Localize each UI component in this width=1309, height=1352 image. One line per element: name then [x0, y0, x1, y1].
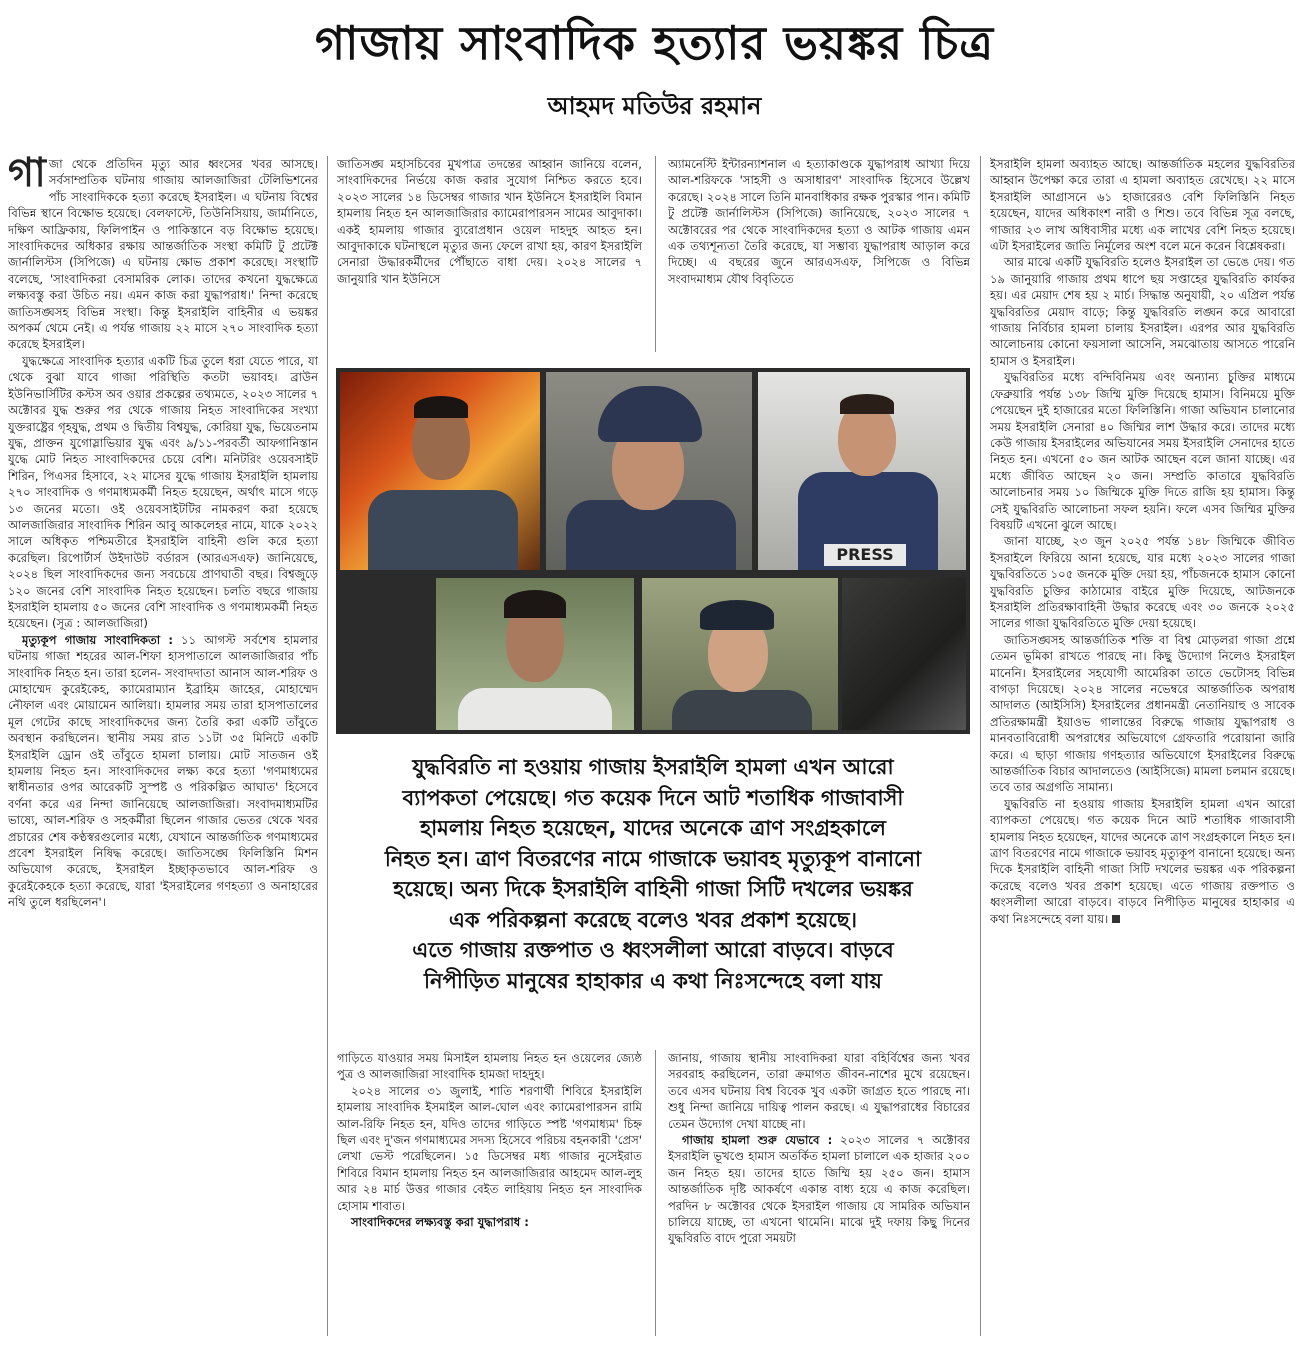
pull-quote — [336, 752, 970, 1030]
paragraph: জানা যাচ্ছে, ২৩ জুন ২০২৫ পর্যন্ত ১৪৮ জিম্মিকে জীবিত ইসরাইলে ফিরিয়ে আনা হয়েছে, যার মধ্যে ২০২৩ সালের গাজা যুদ্ধবিরতিতে ১০৫ জনকে মুক্তি দেয়া হয়, পাঁচজনকে হামাস কোনো যুদ্ধবিরতি চুক্তির কাঠামোর বাইরে মুক্তি দিয়েছে, আটজনকে ইসরাইলি প্রতিরক্ষাবাহিনী উদ্ধার করেছে এবং ৩০ জনকে ২০২৫ সালের গাজা যুদ্ধবিরতিতে মুক্তি দেয়া হয়েছে। — [990, 534, 1295, 631]
article-column-2-top — [337, 156, 642, 352]
journalist-photo-5 — [642, 578, 838, 730]
column-rule-4 — [655, 1050, 656, 1336]
paragraph: ইসরাইলি হামলা অব্যাহত আছে। আন্তর্জাতিক মহলের যুদ্ধবিরতির আহ্বান উপেক্ষা করে তারা এ হামলা অব্যাহত রেখেছে। ২২ মাসে ইসরাইলি আগ্রাসনে ৬১ হাজারেরও বেশি ফিলিস্তিনি নিহত হয়েছেন, যাদের অধিকাংশ নারী ও শিশু। তবে বিভিন্ন সূত্র বলছে, গাজার ২৩ লাখ অধিবাসীর মধ্যে এক লাখের বেশি নিহত হয়েছে। এটা ইসরাইলের জাতি নির্মূলের অংশ বলে মনে করেন বিশ্লেষকরা। — [990, 157, 1295, 254]
pull-quote-line: যুদ্ধবিরতি না হওয়ায় গাজায় ইসরাইলি হামলা এখন আরো — [412, 755, 894, 779]
pull-quote-line: এক পরিকল্পনা করেছে বলেও খবর প্রকাশ হয়েছে। — [448, 907, 858, 932]
pull-quote-line: নিপীড়িত মানুষের হাহাকার এ কথা নিঃসন্দেহে বলা যায় — [424, 968, 882, 993]
photo-collage — [336, 368, 970, 734]
drop-cap: গা — [8, 156, 46, 196]
journalist-photo-1 — [340, 372, 540, 570]
article-column-2-bottom — [337, 1050, 642, 1336]
pull-quote-line: নিহত হন। ত্রাণ বিতরণের নামে গাজাকে ভয়াবহ মৃত্যুকূপ বানানো — [384, 846, 922, 871]
paragraph: যুদ্ধবিরতির মধ্যে বন্দিবিনিময় এবং অন্যান্য চুক্তির মাধ্যমে ফেব্রুয়ারি পর্যন্ত ১৩৮ জিম্মি মুক্তি দিয়েছে হামাস। বিনিময়ে মুক্তি পেয়েছেন দুই হাজারের মতো ফিলিস্তিনি। গাজা অভিযান চালানোর সময় ইসরাইলি সেনারা ৪০ জিম্মির লাশ উদ্ধার করে। তাদের মধ্যে কেউ গাজায় ইসরাইলের অভিযানের সময় ইসরাইলি সেনাদের হাতে নিহত হন। এখনো ৫০ জন আটক আছেন বলে জানা যাচ্ছে। এর মধ্যে জীবিত আছেন ২০ জন। সম্প্রতি কাতারে যুদ্ধবিরতি আলোচনার সময় ১০ জিম্মিকে মুক্তি দিতে রাজি হয় হামাস। কিন্তু সেই যুদ্ধবিরতি আলোচনা সফল হয়নি। ফলে এসব জিম্মির মুক্তির বিষয়টি এখনো ঝুলে আছে। — [990, 370, 1295, 532]
paragraph-text: জা থেকে প্রতিদিন মৃত্যু আর ধ্বংসের খবর আসছে। সর্বসাম্প্রতিক ঘটনায় গাজায় আলজাজিরা টেলিভিশনের পাঁচ সাংবাদিককে হত্যা করেছে ইসরাইল। এ ঘটনায় বিশ্বের বিভিন্ন স্থানে বিক্ষোভ হয়েছে। বেলফাস্টে, তিউনিসিয়ায়, জার্মানিতে, দক্ষিণ আফ্রিকায়, ফিলিপাইন ও পাকিস্তানে বড় বিক্ষোভ হয়েছে। সাংবাদিকদের অধিকার রক্ষায় আন্তর্জাতিক সংস্থা কমিটি টু প্রটেক্ট জার্নালিস্টস (সিপিজে) এ ঘটনায় ক্ষোভ প্রকাশ করেছে। সংস্থাটি বলেছে, 'সাংবাদিকরা বেসামরিক লোক। তাদের কখনো যুদ্ধক্ষেত্রে লক্ষ্যবস্তু করা উচিত নয়। এমন কাজ করা যুদ্ধাপরাধ।' নিন্দা করেছে জাতিসঙ্ঘসহ বিভিন্ন সংস্থা। কিন্তু ইসরাইলি বাহিনীর এ ভয়ঙ্কর অপকর্ম থেমে নেই। এ পর্যন্ত গাজায় ২২ মাসে ২৭০ সাংবাদিক হত্যা করেছে ইসরাইল। — [8, 157, 318, 352]
paragraph: যুদ্ধক্ষেত্রে সাংবাদিক হত্যার একটি চিত্র তুলে ধরা যেতে পারে, যা থেকে বুঝা যাবে গাজা পরিস্থিতি কতটা ভয়াবহ। ব্রাউন ইউনিভার্সিটির কস্টস অব ওয়ার প্রকল্পের তথ্যমতে, ২০২৩ সালের ৭ অক্টোবর যুদ্ধ শুরুর পর থেকে গাজায় নিহত সাংবাদিকের সংখ্যা যুক্তরাষ্ট্রের গৃহযুদ্ধ, প্রথম ও দ্বিতীয় বিশ্বযুদ্ধ, কোরিয়া যুদ্ধ, ভিয়েতনাম যুদ্ধ, প্রাক্তন যুগোস্লাভিয়ার যুদ্ধ এবং ৯/১১-পরবর্তী আফগানিস্তান যুদ্ধে মোট নিহত সাংবাদিকদের চেয়ে বেশি। মনিটরিং ওয়েবসাইট শিরিন, পিএসর হিসাবে, ২২ মাসের যুদ্ধে গাজায় ইসরাইলি হামলায় ২৭০ সাংবাদিক ও গণমাধ্যমকর্মী নিহত হয়েছেন, অর্থাৎ মাসে গড়ে ১৩ জনের মতো। ওই ওয়েবসাইটটির নামকরণ করা হয়েছে আলজাজিরার সাংবাদিক শিরিন আবু আকলেহর নামে, যাকে ২০২২ সালে অধিকৃত পশ্চিমতীরে ইসরাইলি বাহিনী গুলি করে হত্যা করেছিল। রিপোর্টার্স উইদাউট বর্ডারস (আরএসএফ) জানিয়েছে, ২০২৪ ছিল সাংবাদিকদের জন্য সবচেয়ে প্রাণঘাতী বছর। বিশ্বজুড়ে ১২০ জনের বেশি সাংবাদিক নিহত হয়েছেন। চলতি বছরে গাজায় ইসরাইলি হামলায় ৫০ জনের বেশি সাংবাদিক ও গণমাধ্যমকর্মী নিহত হয়েছেন। (সূত্র : আলজাজিরা) — [8, 353, 318, 631]
paragraph — [8, 632, 318, 911]
paragraph-text: যুদ্ধবিরতি না হওয়ায় গাজায় ইসরাইলি হামলা এখন আরো ব্যাপকতা পেয়েছে। গত কয়েক দিনে আট শতাধিক গাজাবাসী হামলায় নিহত হয়েছেন, যাদের অনেকে ত্রাণ সংগ্রহকালে নিহত হন। ত্রাণ বিতরণের নামে গাজাকে ভয়াবহ মৃত্যুকূপ বানানো হয়েছে। অন্য দিকে ইসরাইলি বাহিনী গাজা সিটি দখলের ভয়ঙ্কর এক পরিকল্পনা করেছে বলেও খবর প্রকাশ হয়েছে। এতে গাজায় রক্তপাত ও ধ্বংসলীলা আরো বাড়বে। বাড়বে নিপীড়িত মানুষের হাহাকার এ কথা নিঃসন্দেহে বলা যায়। — [990, 796, 1295, 926]
column-rule-3 — [980, 156, 981, 1336]
paragraph: ২০২৪ সালের ৩১ জুলাই, শাতি শরণার্থী শিবিরে ইসরাইলি হামলায় সাংবাদিক ইসমাইল আল-ঘোল এবং ক্যামেরাপারসন রামি আল-রিফি নিহত হন, যদিও তাদের গাড়িতে স্পষ্ট 'গণমাধ্যম' চিহ্ন ছিল এবং দু'জন গণমাধ্যমের সদস্য হিসেবে পরিচয় বহনকারী 'প্রেস' লেখা ভেস্ট পরেছিলেন। ১৫ ডিসেম্বর মধ্য গাজার নুসেইরাত শিবিরে বিমান হামলায় নিহত হন আলজাজিরার আহমেদ আল-লুহ আর ২৪ মার্চ উত্তর গাজার বেইত লাহিয়ায় নিহত হন সাংবাদিক হোসাম শাবাত। — [337, 1083, 642, 1213]
headline: গাজায় সাংবাদিক হত্যার ভয়ঙ্কর চিত্র — [314, 16, 994, 70]
subheading: গাজায় হামলা শুরু যেভাবে : — [682, 1133, 833, 1148]
article-column-3-bottom — [668, 1050, 970, 1336]
paragraph — [668, 1132, 970, 1247]
pull-quote-line: এতে গাজায় রক্তপাত ও ধ্বংসলীলা আরো বাড়বে। বাড়বে — [412, 938, 894, 962]
journalist-photo-4 — [436, 578, 634, 730]
pull-quote-line: হয়েছে। অন্য দিকে ইসরাইলি বাহিনী গাজা সিটি দখলের ভয়ঙ্কর — [393, 877, 913, 901]
press-label: PRESS — [824, 544, 906, 566]
paragraph-text: ১১ আগস্ট সর্বশেষ হামলার ঘটনায় গাজা শহরের আল-শিফা হাসপাতালে আলজাজিরার পাঁচ সাংবাদিক নিহত হন। তারা হলেন- সংবাদদাতা আনাস আল-শরিফ ও মোহাম্মেদ কুরেইকেহ, ক্যামেরাম্যান ইব্রাহিম জাহের, মোহাম্মেদ নৌফাল এবং মোয়ামেন আলিয়া। হামলার সময় তারা হাসপাতালের মূল গেটের কাছে সাংবাদিকদের জন্য তৈরি করা একটি তাঁবুতে অবস্থান করছিলেন। স্থানীয় সময় রাত ১১টা ৩৫ মিনিটে একটি ইসরাইলি ড্রোন ওই তাঁবুতে হামলা চালায়। মোট সাতজন ওই হামলায় নিহত হন। সাংবাদিকদের লক্ষ্য করে হত্যা 'গণমাধ্যমের স্বাধীনতার ওপর আরেকটি সুস্পষ্ট ও পরিকল্পিত আঘাত' হিসেবে বর্ণনা করে এর নিন্দা জানিয়েছে আলজাজিরা। সংবাদমাধ্যমটির ভাষ্যে, আল-শরিফ ও সহকর্মীরা ছিলেন গাজার ভেতর থেকে খবর প্রচারের শেষ কণ্ঠস্বরগুলোর মধ্যে, যেখানে আন্তর্জাতিক গণমাধ্যমের প্রবেশ ইসরাইল নিষিদ্ধ করেছে। জাতিসঙ্ঘে ফিলিস্তিনি মিশন অভিযোগ করেছে, ইসরাইল ইচ্ছাকৃতভাবে আল-শরিফ ও কুরেইকেহকে হত্যা করেছে, যারা 'ইসরাইলের গণহত্যা ও অনাহারের নথি তুলে ধরছিলেন'। — [8, 632, 318, 910]
paragraph: অ্যামনেস্টি ইন্টারন্যাশনাল এ হত্যাকাণ্ডকে যুদ্ধাপরাধ আখ্যা দিয়ে আল-শরিফকে 'সাহসী ও অসাধারণ' সাংবাদিক হিসেবে উল্লেখ করেছে। ২০২৪ সালে তিনি মানবাধিকার রক্ষক পুরস্কার পান। কমিটি টু প্রটেক্ট জার্নালিস্টস (সিপিজে) জানিয়েছে, ২০২৩ সালের ৭ অক্টোবরের পর থেকে সাংবাদিকদের হত্যা ও আটক গাজায় এমন এক তথ্যশূন্যতা তৈরি করেছে, যা সম্ভাব্য যুদ্ধাপরাধ আড়াল করে দিচ্ছে। এ বছরের জুনে আরএসএফ, সিপিজে ও বিভিন্ন সংবাদমাধ্যম যৌথ বিবৃতিতে — [668, 157, 970, 286]
journalist-photo-2 — [546, 372, 752, 570]
column-rule-2 — [655, 156, 656, 352]
column-rule-1 — [327, 156, 328, 1336]
paragraph — [8, 156, 318, 353]
journalist-photo-3 — [758, 372, 966, 570]
paragraph: গাড়িতে যাওয়ার সময় মিসাইল হামলায় নিহত হন ওয়েলের জ্যেষ্ঠ পুত্র ও আলজাজিরা সাংবাদিক হামজা দাহদুহ। — [337, 1051, 642, 1082]
article-column-4 — [990, 156, 1295, 1328]
paragraph — [337, 1214, 642, 1230]
byline: আহমদ মতিউর রহমান — [547, 92, 762, 120]
paragraph: আর মাঝে একটি যুদ্ধবিরতি হলেও ইসরাইল তা ভেঙে দেয়। গত ১৯ জানুয়ারি গাজায় প্রথম ধাপে ছয় সপ্তাহের যুদ্ধবিরতি কার্যকর হয়। এর মেয়াদ শেষ হয় ২ মার্চ। সিদ্ধান্ত অনুযায়ী, ২০ এপ্রিল পর্যন্ত যুদ্ধবিরতির মেয়াদ বাড়ে; কিন্তু যুদ্ধবিরতি লঙ্ঘন করে আবারো গাজায় নির্বিচার হামলা চালায় ইসরাইল। এরপর আর যুদ্ধবিরতি আলোচনায় কোনো ফয়সালা আসেনি, সমঝোতায় আসতে পারেনি হামাস ও ইসরাইল। — [990, 255, 1295, 368]
subheading: মৃত্যুকূপ গাজায় সাংবাদিকতা : — [22, 632, 174, 647]
subheading: সাংবাদিকদের লক্ষ্যবস্তু করা যুদ্ধাপরাধ : — [351, 1215, 529, 1230]
end-mark-icon — [1112, 915, 1120, 923]
paragraph: জাতিসঙ্ঘসহ আন্তর্জাতিক শক্তি বা বিশ্ব মোড়লরা গাজা প্রশ্নে তেমন ভূমিকা রাখতে পারছে না। কিছু উদ্যোগ নিলেও ইসরাইল মানেনি। ইসরাইলের সহযোগী আমেরিকা তাতে ভেটোসহ বিভিন্ন বাগড়া দিয়েছে। ২০২৪ সালের নভেম্বরে আন্তর্জাতিক অপরাধ আদালত (আইসিসি) ইসরাইলের প্রধানমন্ত্রী নেতানিয়াহু ও সাবেক প্রতিরক্ষামন্ত্রী ইয়াওভ গালান্তের বিরুদ্ধে গাজায় যুদ্ধাপরাধ ও মানবতাবিরোধী অপরাধের অভিযোগে গ্রেফতারি পরোয়ানা জারি করে। এ ছাড়া গাজায় গণহত্যার অভিযোগে ইসরাইলের বিরুদ্ধে আন্তর্জাতিক বিচার আদালতেও (আইসিজে) মামলা চলমান রয়েছে। তবে তার অগ্রগতি সামান্য। — [990, 632, 1295, 795]
rubble-photo — [842, 578, 966, 730]
pull-quote-line: ব্যাপকতা পেয়েছে। গত কয়েক দিনে আট শতাধিক গাজাবাসী — [402, 785, 904, 810]
paragraph: জানায়, গাজায় স্থানীয় সাংবাদিকরা যারা বহির্বিশ্বের জন্য খবর সরবরাহ করছিলেন, তারা ক্রমাগত জীবন-নাশের মুখে রয়েছেন। তবে এসব ঘটনায় বিশ্ব বিবেক খুব একটা জাগ্রত হতে পারছে না। শুধু নিন্দা জানিয়ে দায়িত্ব পালন করছে। এ যুদ্ধাপরাধের বিচারের তেমন উদ্যোগ দেখা যাচ্ছে না। — [668, 1051, 970, 1131]
article-column-1 — [8, 156, 318, 1328]
pull-quote-line: হামলায় নিহত হয়েছেন, যাদের অনেকে ত্রাণ সংগ্রহকালে — [420, 816, 886, 840]
paragraph-text: ২০২৩ সালের ৭ অক্টোবর ইসরাইলি ভূখণ্ডে হামাস অতর্কিত হামলা চালালে এক হাজার ২০০ জন নিহত হয়। তাদের হাতে জিম্মি হয় ২৫০ জন। হামাস আন্তর্জাতিক দৃষ্টি আকর্ষণে একান্ত বাধ্য হয়ে এ কাজ করেছিল। পরদিন ৮ অক্টোবর থেকে ইসরাইল গাজায় যে সামরিক অভিযান চালিয়ে যাচ্ছে, তা এখনো থামেনি। মাঝে দুই দফায় কিছু দিনের যুদ্ধবিরতি বাদে পুরো সময়টা — [668, 1133, 970, 1246]
article-column-3-top — [668, 156, 970, 352]
paragraph — [990, 796, 1295, 927]
paragraph: জাতিসঙ্ঘ মহাসচিবের মুখপাত্র তদন্তের আহ্বান জানিয়ে বলেন, সাংবাদিকদের নির্ভয়ে কাজ করার সুযোগ নিশ্চিত করতে হবে। ২০২৩ সালের ১৪ ডিসেম্বর গাজার খান ইউনিসে ইসরাইলি বিমান হামলায় নিহত হন আলজাজিরার ক্যামেরাপারসন সামের আবুদাকা। একই হামলায় গাজার ব্যুরোপ্রধান ওয়েল দাহদুহ আহত হন। আবুদাকাকে ঘটনাস্থলে মৃত্যুর জন্য ফেলে রাখা হয়, কারণ ইসরাইলি সেনারা উদ্ধারকর্মীদের পৌঁছাতে বাধা দেয়। ২০২৪ সালের ৭ জানুয়ারি খান ইউনিসে — [337, 157, 642, 286]
